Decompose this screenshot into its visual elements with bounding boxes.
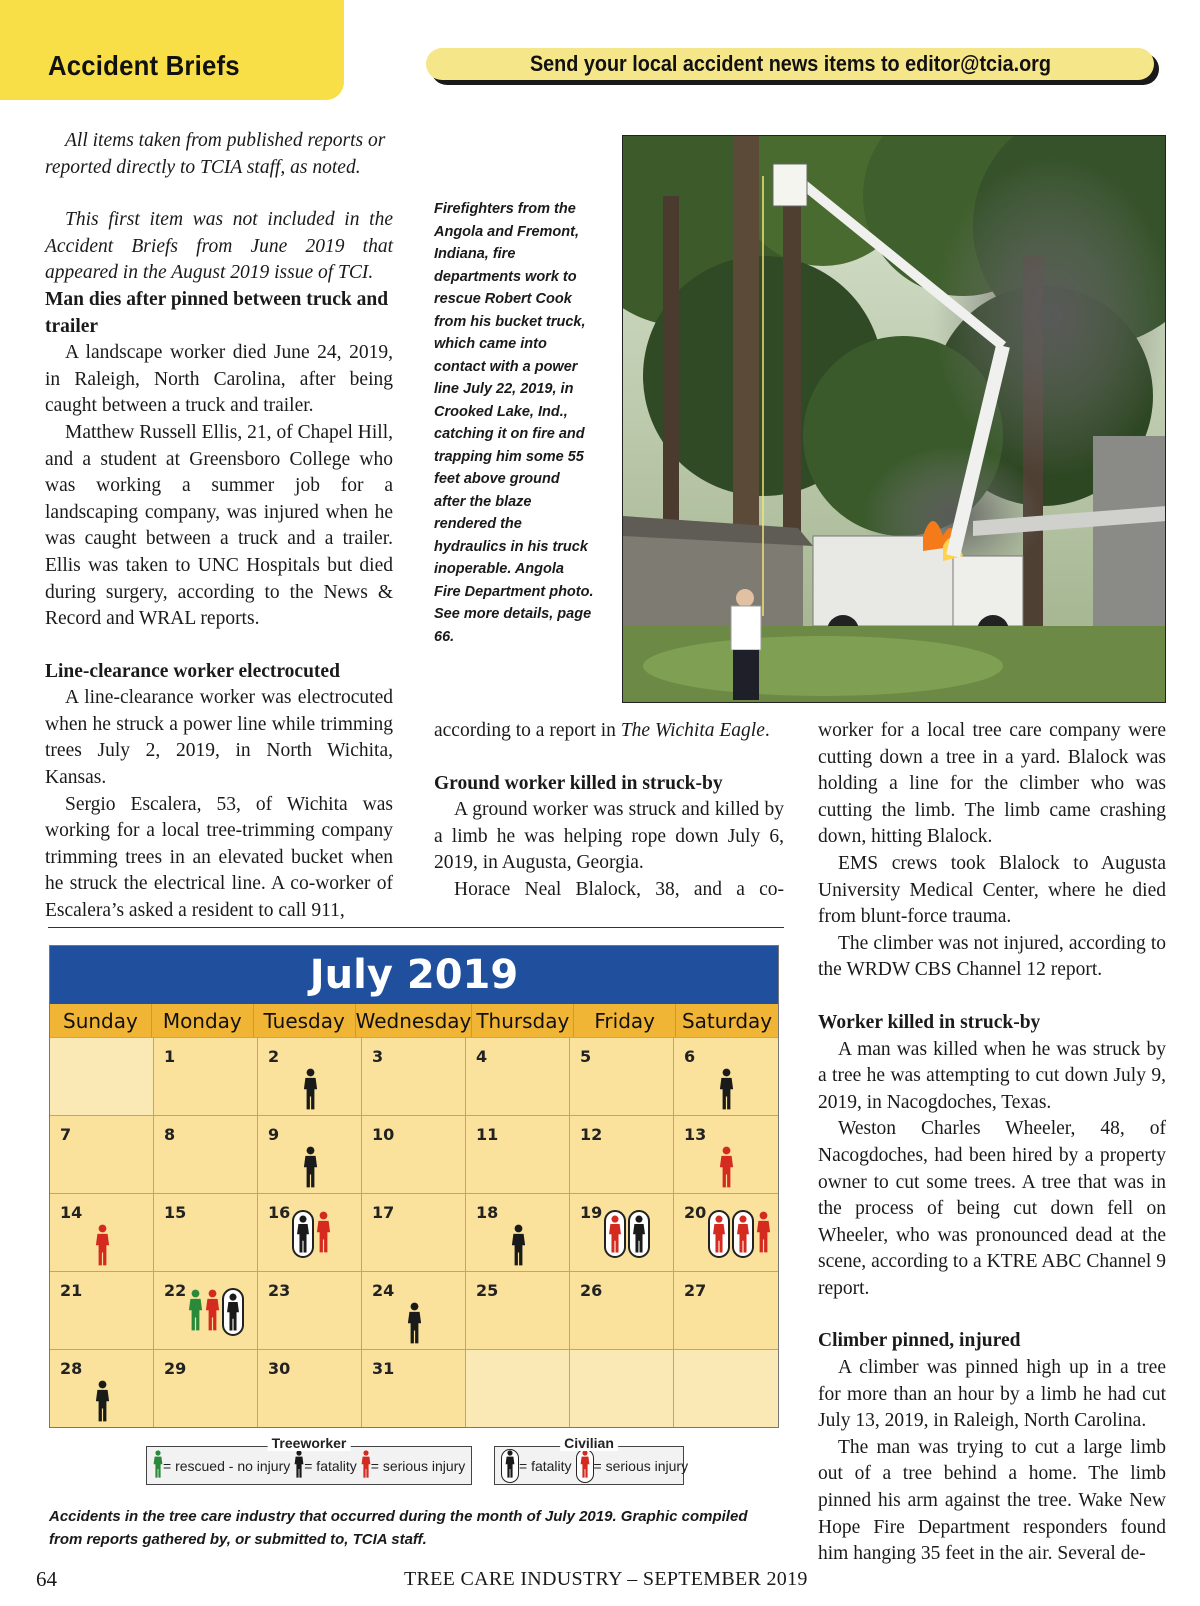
story-paragraph: Horace Neal Blalock, 38, and a co- xyxy=(454,878,784,900)
calendar-day-3 xyxy=(362,1037,466,1115)
day-number: 13 xyxy=(684,1125,707,1144)
civilian-serious-injury-icon xyxy=(604,1210,626,1258)
day-number: 10 xyxy=(372,1125,395,1144)
weekday-label: Monday xyxy=(152,1004,254,1037)
day-number: 23 xyxy=(268,1281,291,1300)
treeworker-fatality-icon xyxy=(407,1302,422,1349)
continuation-text: according to a report in xyxy=(434,720,621,741)
calendar-day-17 xyxy=(362,1193,466,1271)
day-number: 27 xyxy=(684,1281,707,1300)
day-number: 30 xyxy=(268,1359,291,1378)
story-paragraph: Weston Charles Wheeler, 48, of Nacogdoches, had been hired by a property owner to cut some trees. A tree that was in the process of being cut down fell on Wheeler, who was pronounced dead at the scene, according to a KTRE ABC Channel 9 report. xyxy=(818,1118,1166,1299)
story-paragraph: The climber was not injured, according to the WRDW CBS Channel 12 report. xyxy=(818,932,1166,981)
story-headline: Worker killed in struck-by xyxy=(818,1011,1041,1033)
incident-figures xyxy=(95,1380,110,1427)
story-paragraph: A landscape worker died June 24, 2019, in Raleigh, North Carolina, after being caught between a truck and trailer. xyxy=(45,342,393,417)
day-number: 20 xyxy=(684,1203,707,1222)
photo-caption: Firefighters from the Angola and Fremont, Indiana, fire departments work to rescue Robert Cook from his bucket truck, which came into contact with a power line July 22, 2019, in Crooked Lake, Ind., catching it on fire and trapping him some 55 feet above ground after the blaze rendered the hydraulics in his truck inoperable. Angola Fire Department photo. See more details, page 66. xyxy=(434,201,594,645)
story-paragraph: EMS crews took Blalock to Augusta University Medical Center, where he died from blunt-force trauma. xyxy=(818,852,1166,928)
calendar-weekday-header xyxy=(50,1004,778,1037)
story-headline: Climber pinned, injured xyxy=(818,1330,1021,1352)
legend-item-civ-serious xyxy=(576,1449,689,1483)
treeworker-serious-injury-icon xyxy=(756,1211,771,1258)
incident-figures xyxy=(604,1210,650,1258)
legend-civilian xyxy=(494,1435,689,1485)
calendar-day-4 xyxy=(466,1037,570,1115)
source-name: The Wichita Eagle xyxy=(620,720,765,741)
legend-label: = rescued - no injury xyxy=(163,1457,291,1474)
day-number: 28 xyxy=(60,1359,83,1378)
incident-figures xyxy=(303,1146,318,1193)
treeworker-serious-injury-icon xyxy=(719,1146,734,1193)
story-paragraph: A line-clearance worker was electrocuted when he struck a power line while trimming trees July 2, 2019, in North Wichita, Kansas. xyxy=(45,687,393,789)
civilian-fatality-icon xyxy=(292,1210,314,1258)
day-number: 24 xyxy=(372,1281,395,1300)
incident-figures xyxy=(719,1068,734,1115)
section-divider xyxy=(48,927,784,928)
story-paragraph: A climber was pinned high up in a tree for more than an hour by a limb he had cut July 13, 2019, in Raleigh, North Carolina. xyxy=(818,1357,1166,1432)
calendar-day-9 xyxy=(258,1115,362,1193)
day-number: 17 xyxy=(372,1203,395,1222)
calendar-empty-cell xyxy=(570,1349,674,1427)
incident-figures xyxy=(188,1288,244,1336)
incident-figures xyxy=(511,1224,526,1271)
incident-figures xyxy=(407,1302,422,1349)
person-icon xyxy=(294,1450,304,1481)
photo-illustration xyxy=(623,136,1166,703)
treeworker-fatality-icon xyxy=(95,1380,110,1427)
calendar-day-19 xyxy=(570,1193,674,1271)
calendar-day-22 xyxy=(154,1271,258,1349)
day-number: 3 xyxy=(372,1047,384,1066)
day-number: 14 xyxy=(60,1203,83,1222)
magazine-footer: TREE CARE INDUSTRY – SEPTEMBER 2019 xyxy=(404,1568,808,1590)
page-number: 64 xyxy=(36,1567,57,1591)
incident-figures xyxy=(303,1068,318,1115)
calendar-day-27 xyxy=(674,1271,778,1349)
accident-calendar xyxy=(49,945,779,1428)
person-icon xyxy=(580,1450,590,1481)
civilian-ring xyxy=(576,1449,594,1483)
weekday-label: Thursday xyxy=(472,1004,574,1037)
calendar-title-bar xyxy=(50,946,778,1004)
submission-banner xyxy=(426,48,1154,80)
legend-label: = fatality xyxy=(519,1457,572,1474)
legend-title: Treeworker xyxy=(268,1435,351,1451)
legend-item-serious xyxy=(361,1450,466,1481)
calendar-day-26 xyxy=(570,1271,674,1349)
day-number: 16 xyxy=(268,1203,291,1222)
calendar-day-30 xyxy=(258,1349,362,1427)
calendar-day-12 xyxy=(570,1115,674,1193)
weekday-label: Wednesday xyxy=(356,1004,473,1037)
calendar-day-24 xyxy=(362,1271,466,1349)
story-continuation xyxy=(434,718,784,745)
day-number: 19 xyxy=(580,1203,603,1222)
weekday-label: Sunday xyxy=(50,1004,152,1037)
civilian-serious-injury-icon xyxy=(732,1210,754,1258)
story-headline: Ground worker killed in struck-by xyxy=(434,772,723,794)
day-number: 2 xyxy=(268,1047,280,1066)
legend-label: = fatality xyxy=(304,1457,357,1474)
treeworker-fatality-icon xyxy=(303,1068,318,1115)
calendar-empty-cell xyxy=(50,1037,154,1115)
person-icon xyxy=(153,1450,163,1481)
story-paragraph: The man was trying to cut a large limb out of a tree behind a home. The limb pinned his arm against the tree. Wake New Hope Fire Department responders found him hanging 35 feet in the air. Several de- xyxy=(818,1436,1166,1565)
calendar-day-5 xyxy=(570,1037,674,1115)
calendar-day-23 xyxy=(258,1271,362,1349)
section-tab xyxy=(0,0,344,100)
legend-treeworker xyxy=(146,1435,472,1485)
banner-text: Send your local accident news items to editor@tcia.org xyxy=(529,51,1051,76)
calendar-grid xyxy=(50,1037,778,1427)
calendar-day-18 xyxy=(466,1193,570,1271)
photo-bucket-truck-fire xyxy=(622,135,1166,703)
treeworker-serious-injury-icon xyxy=(95,1224,110,1271)
treeworker-serious-injury-icon xyxy=(316,1211,331,1258)
legend-item-civ-fatality xyxy=(501,1449,572,1483)
civilian-serious-injury-icon xyxy=(708,1210,730,1258)
calendar-day-31 xyxy=(362,1349,466,1427)
day-number: 26 xyxy=(580,1281,603,1300)
calendar-day-13 xyxy=(674,1115,778,1193)
column-1 xyxy=(45,128,393,925)
weekday-label: Saturday xyxy=(681,1008,773,1033)
calendar-day-15 xyxy=(154,1193,258,1271)
column-2 xyxy=(434,718,784,904)
calendar-day-8 xyxy=(154,1115,258,1193)
calendar-title: July 2019 xyxy=(309,952,519,998)
story-continuation: worker for a local tree care company were cutting down a tree in a yard. Blalock was holding a line for the climber who was cutting the limb. The limb came crashing down, hitting Blalock. xyxy=(818,720,1166,848)
calendar-day-6 xyxy=(674,1037,778,1115)
treeworker-fatality-icon xyxy=(511,1224,526,1271)
story-paragraph: Matthew Russell Ellis, 21, of Chapel Hill, and a student at Greensboro College who was working a summer job for a landscaping company, was injured when he was caught between a truck and a trailer. Ellis was taken to UNC Hospitals but died during surgery, according to the News & Record and WRAL reports. xyxy=(45,421,393,630)
civilian-fatality-icon xyxy=(222,1288,244,1336)
legend-label: = serious injury xyxy=(370,1457,466,1474)
person-icon xyxy=(505,1450,515,1481)
day-number: 18 xyxy=(476,1203,499,1222)
calendar-day-1 xyxy=(154,1037,258,1115)
day-number: 11 xyxy=(476,1125,499,1144)
day-number: 7 xyxy=(60,1125,72,1144)
story-paragraph: A man was killed when he was struck by a tree he was attempting to cut down July 9, 2019, in Nacogdoches, Texas. xyxy=(818,1038,1166,1113)
day-number: 25 xyxy=(476,1281,499,1300)
calendar-day-25 xyxy=(466,1271,570,1349)
legend-item-fatality xyxy=(294,1450,357,1481)
calendar-day-7 xyxy=(50,1115,154,1193)
incident-figures xyxy=(708,1210,771,1258)
story-paragraph: A ground worker was struck and killed by a limb he was helping rope down July 6, 2019, in Augusta, Georgia. xyxy=(434,799,784,874)
day-number: 1 xyxy=(164,1047,176,1066)
calendar-day-2 xyxy=(258,1037,362,1115)
weekday-label: Friday xyxy=(574,1004,676,1037)
civilian-ring xyxy=(501,1449,519,1483)
day-number: 15 xyxy=(164,1203,187,1222)
day-number: 22 xyxy=(164,1281,187,1300)
legend-label: = serious injury xyxy=(593,1457,689,1474)
calendar-day-21 xyxy=(50,1271,154,1349)
continuation-end: . xyxy=(764,720,770,741)
day-number: 21 xyxy=(60,1281,83,1300)
calendar-empty-cell xyxy=(674,1349,778,1427)
weekday-label: Tuesday xyxy=(254,1004,356,1037)
calendar-caption: Accidents in the tree care industry that occurred during the month of July 2019. Graphic compiled from reports gathered by, or submitted to, TCIA staff. xyxy=(49,1508,748,1548)
day-number: 6 xyxy=(684,1047,696,1066)
story-headline: Line-clearance worker electrocuted xyxy=(45,660,340,682)
intro-note-2: This first item was not included in the Accident Briefs from June 2019 that appeared in the August 2019 issue of TCI. xyxy=(45,209,393,284)
calendar-day-28 xyxy=(50,1349,154,1427)
calendar-empty-cell xyxy=(466,1349,570,1427)
calendar-day-14 xyxy=(50,1193,154,1271)
incident-figures xyxy=(719,1146,734,1193)
column-3 xyxy=(818,718,1166,1568)
legend-title: Civilian xyxy=(560,1435,618,1451)
calendar-day-10 xyxy=(362,1115,466,1193)
incident-figures xyxy=(292,1210,331,1258)
treeworker-fatality-icon xyxy=(719,1068,734,1115)
calendar-day-20 xyxy=(674,1193,778,1271)
day-number: 9 xyxy=(268,1125,280,1144)
calendar-day-11 xyxy=(466,1115,570,1193)
treeworker-serious-injury-icon xyxy=(205,1289,220,1336)
legend-item-rescued xyxy=(153,1450,290,1481)
person-icon xyxy=(361,1450,371,1481)
section-title: Accident Briefs xyxy=(48,50,240,81)
day-number: 29 xyxy=(164,1359,187,1378)
treeworker-fatality-icon xyxy=(303,1146,318,1193)
incident-figures xyxy=(95,1224,110,1271)
story-headline: Man dies after pinned between truck and trailer xyxy=(45,288,389,337)
day-number: 5 xyxy=(580,1047,592,1066)
story-paragraph: Sergio Escalera, 53, of Wichita was working for a local tree-trimming company trimming trees in an elevated bucket when he struck the electrical line. A co-worker of Escalera’s asked a resident to call 911, xyxy=(45,793,393,922)
day-number: 12 xyxy=(580,1125,603,1144)
day-number: 4 xyxy=(476,1047,488,1066)
calendar-day-16 xyxy=(258,1193,362,1271)
treeworker-rescued-icon xyxy=(188,1289,203,1336)
day-number: 31 xyxy=(372,1359,395,1378)
calendar-day-29 xyxy=(154,1349,258,1427)
day-number: 8 xyxy=(164,1125,176,1144)
civilian-fatality-icon xyxy=(628,1210,650,1258)
intro-note: All items taken from published reports or reported directly to TCIA staff, as noted. xyxy=(45,130,386,178)
